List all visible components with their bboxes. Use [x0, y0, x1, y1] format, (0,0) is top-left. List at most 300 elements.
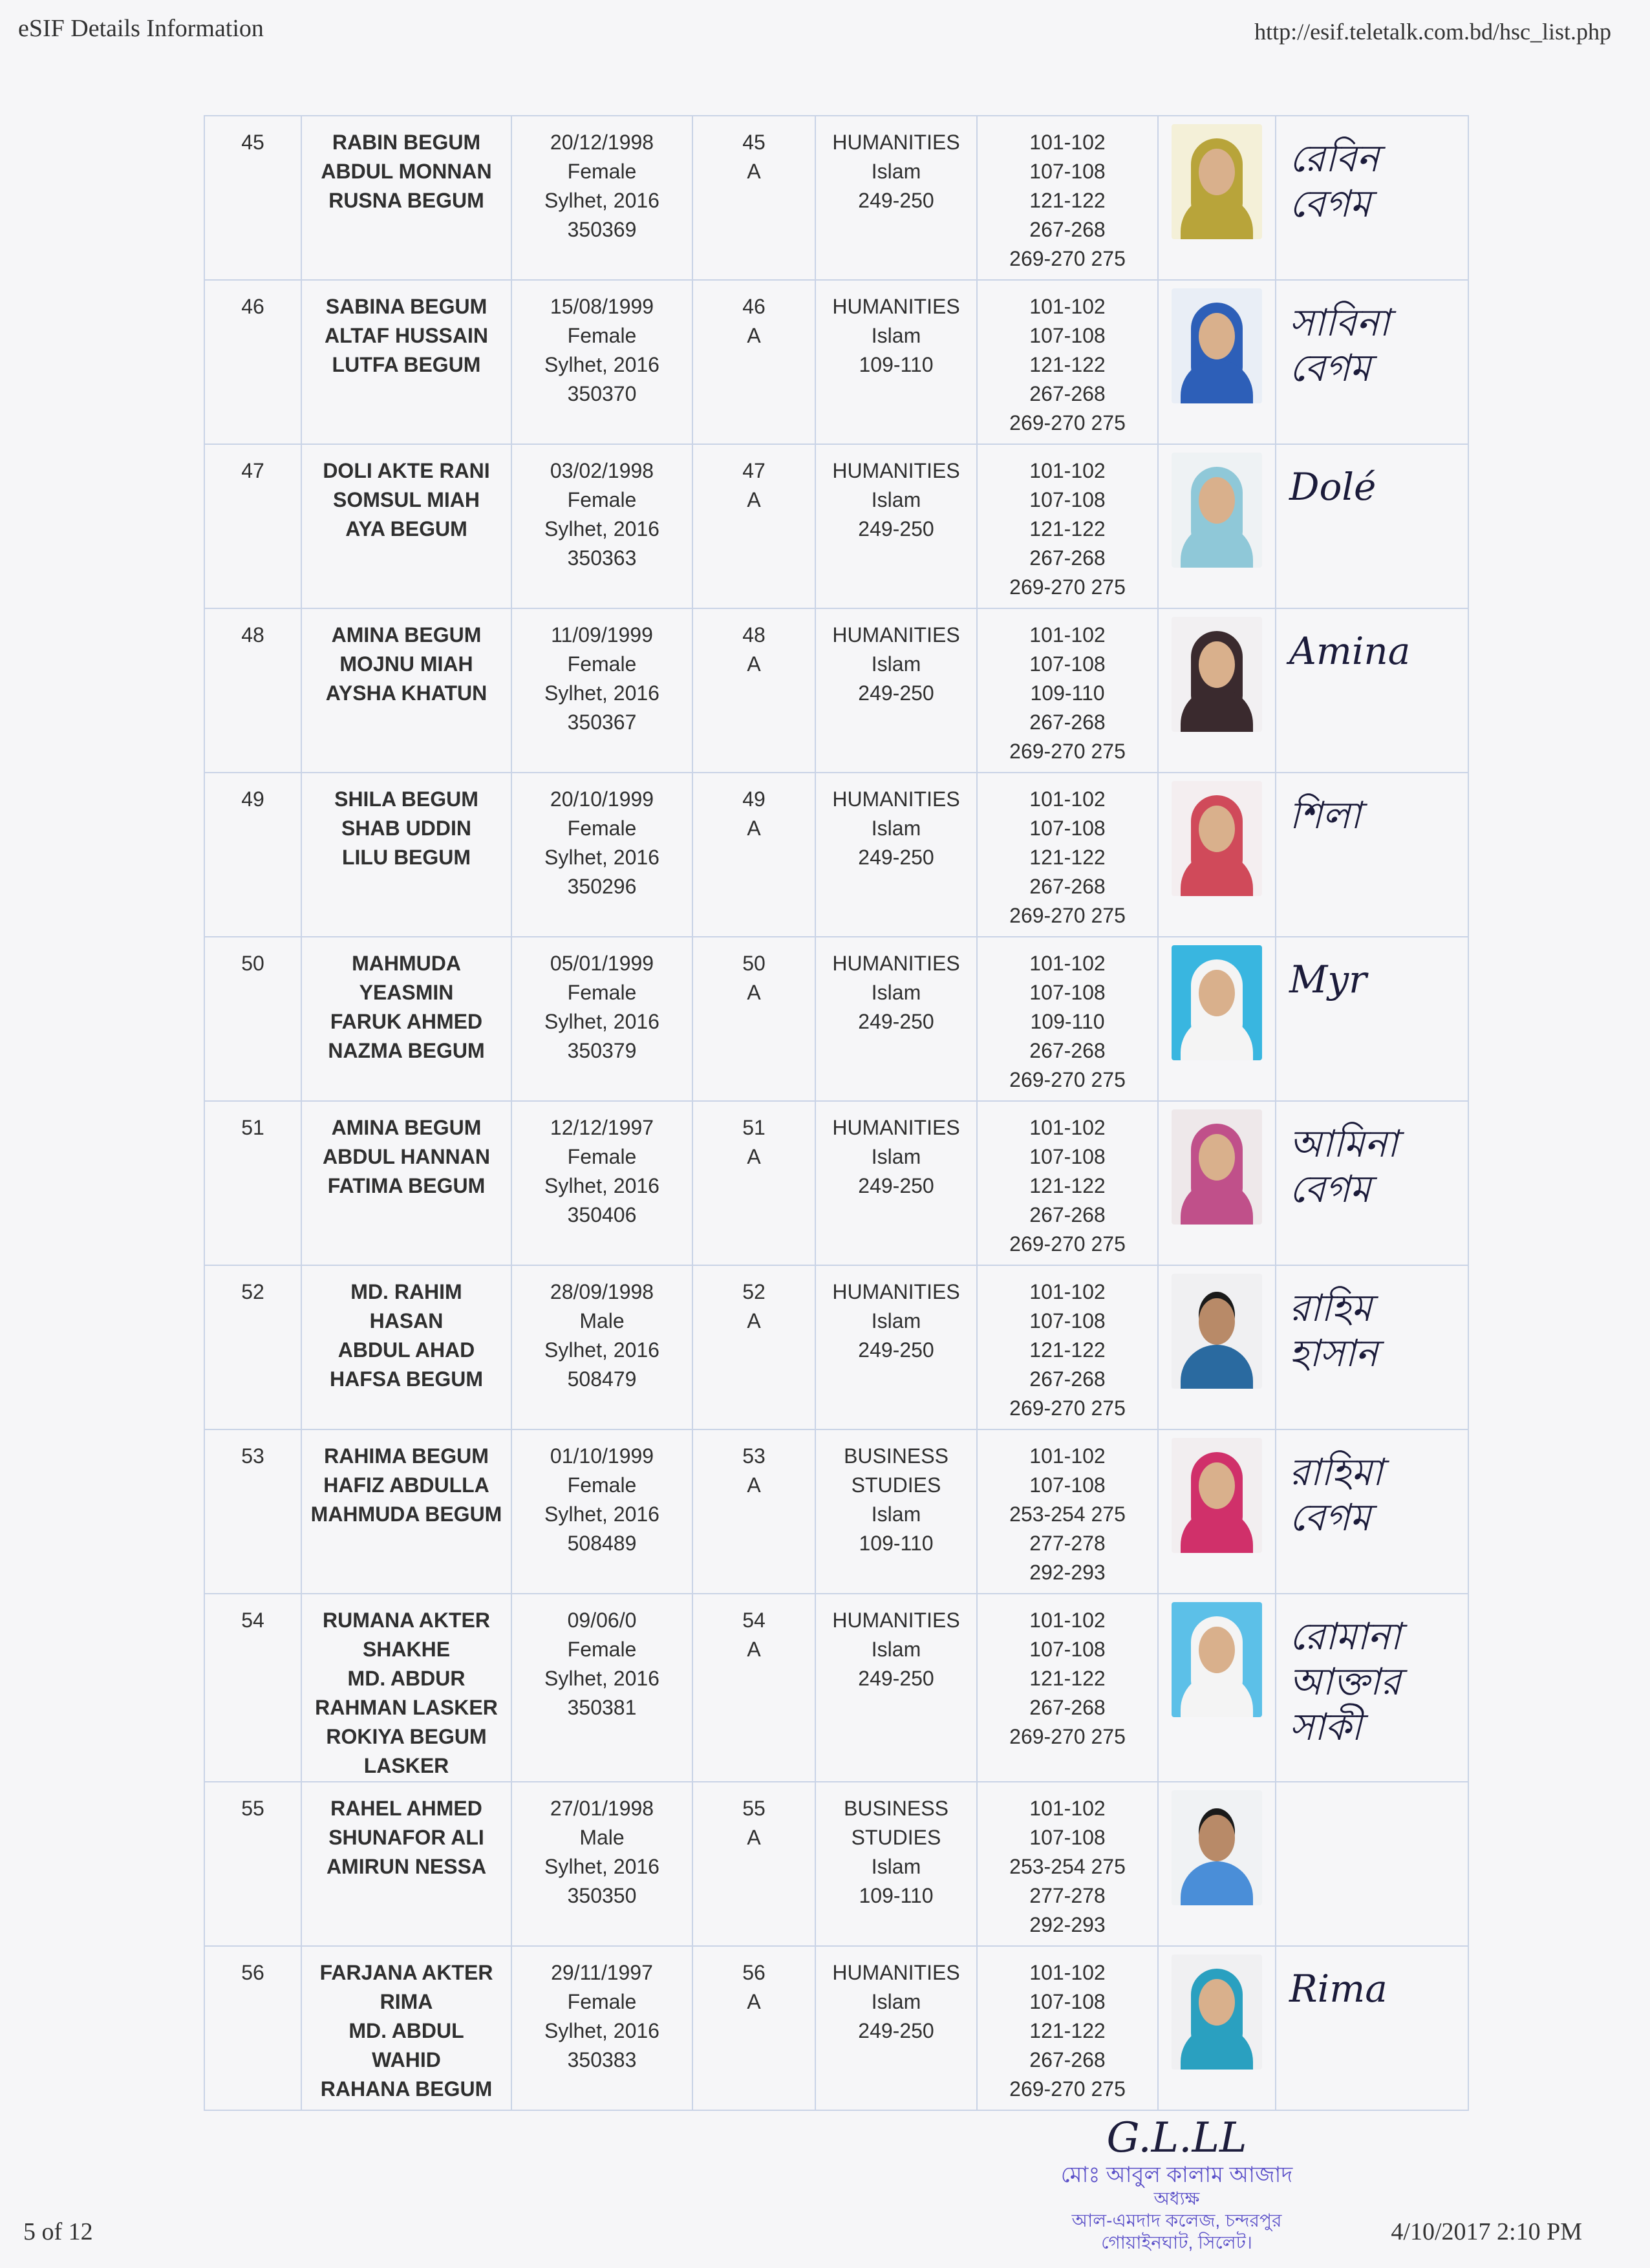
- serial-cell: [204, 444, 301, 608]
- subject-code: 269-270 275: [1009, 247, 1126, 270]
- group-line: 109-110: [859, 1532, 934, 1555]
- roll-cell: [692, 1265, 815, 1429]
- name-line: SHUNAFOR ALI: [328, 1826, 484, 1849]
- group-line: BUSINESS: [844, 1444, 948, 1468]
- subject-code: 107-108: [1029, 1990, 1106, 2013]
- subjects-cell: [977, 1429, 1158, 1594]
- table-row: [204, 773, 1468, 937]
- info-cell: [511, 608, 692, 773]
- subject-code: 121-122: [1029, 353, 1106, 376]
- roll-line: 56: [742, 1961, 766, 1984]
- group-line: 109-110: [859, 353, 934, 376]
- signature-cell: [1276, 1429, 1468, 1594]
- name-line: SHILA BEGUM: [334, 787, 478, 811]
- group-line: 249-250: [858, 517, 934, 540]
- signature-cell: [1276, 608, 1468, 773]
- roll-line: A: [747, 981, 761, 1004]
- signature-cell: [1276, 444, 1468, 608]
- name-line: MOJNU MIAH: [339, 652, 473, 676]
- group-cell: [815, 1101, 977, 1265]
- serial-number: 46: [241, 295, 264, 318]
- signature-cell: [1276, 1265, 1468, 1429]
- serial-cell: [204, 1265, 301, 1429]
- name-line: MD. ABDUL: [348, 2019, 464, 2042]
- name-line: AYA BEGUM: [345, 517, 467, 540]
- group-line: BUSINESS: [844, 1797, 948, 1820]
- student-signature: আমিনা বেগম: [1289, 1122, 1398, 1211]
- photo-face: [1199, 1627, 1235, 1673]
- table-row: [204, 1594, 1468, 1782]
- name-line: ROKIYA BEGUM: [326, 1725, 487, 1748]
- name-line: AMINA BEGUM: [331, 1116, 482, 1139]
- group-line: Islam: [871, 981, 921, 1004]
- group-line: 249-250: [858, 1010, 934, 1033]
- student-signature: Myr: [1289, 957, 1367, 1001]
- table-row: [204, 280, 1468, 444]
- subject-code: 269-270 275: [1009, 575, 1126, 599]
- names-cell: [301, 1429, 511, 1594]
- info-line: Female: [567, 1473, 637, 1497]
- subject-code: 121-122: [1029, 1667, 1106, 1690]
- info-line: 350363: [567, 546, 637, 570]
- serial-number: 55: [241, 1797, 264, 1820]
- subjects-cell: [977, 1101, 1158, 1265]
- name-line: AMIRUN NESSA: [326, 1855, 487, 1878]
- photo-cell: [1158, 608, 1276, 773]
- subject-code: 121-122: [1029, 1174, 1106, 1197]
- info-line: Sylhet, 2016: [544, 1667, 659, 1690]
- info-line: 350369: [567, 218, 637, 241]
- signature-cell: [1276, 1594, 1468, 1782]
- info-cell: [511, 1946, 692, 2110]
- names-cell: [301, 1782, 511, 1946]
- info-line: 350381: [567, 1696, 637, 1719]
- info-cell: [511, 1265, 692, 1429]
- roll-cell: [692, 773, 815, 937]
- photo-clothing: [1181, 1345, 1253, 1389]
- info-line: 12/12/1997: [550, 1116, 654, 1139]
- info-cell: [511, 1101, 692, 1265]
- serial-cell: [204, 937, 301, 1101]
- roll-cell: [692, 1946, 815, 2110]
- serial-number: 49: [241, 787, 264, 811]
- name-line: ABDUL AHAD: [338, 1338, 475, 1362]
- student-signature: রেবিন বেগম: [1289, 136, 1379, 226]
- name-line: YEASMIN: [359, 981, 454, 1004]
- names-cell: [301, 1594, 511, 1782]
- stamp-college: আল-এমদাদ কলেজ, চন্দরপুর: [1071, 2210, 1282, 2231]
- name-line: MAHMUDA: [352, 952, 461, 975]
- stamp-name: মোঃ আবুল কালাম আজাদ: [1060, 2163, 1293, 2187]
- subject-code: 101-102: [1029, 952, 1106, 975]
- student-signature: Rima: [1289, 1967, 1388, 2011]
- roll-cell: [692, 1782, 815, 1946]
- group-line: 249-250: [858, 1174, 934, 1197]
- name-line: RAHIMA BEGUM: [324, 1444, 489, 1468]
- roll-line: 55: [742, 1797, 766, 1820]
- table-row: [204, 1429, 1468, 1594]
- roll-line: A: [747, 817, 761, 840]
- info-line: 09/06/0: [567, 1609, 637, 1632]
- group-line: 249-250: [858, 2019, 934, 2042]
- student-signature: রোমানা আক্তার সাকী: [1289, 1614, 1401, 1749]
- group-cell: [815, 1782, 977, 1946]
- page-header-title: eSIF Details Information: [18, 15, 264, 42]
- subject-code: 267-268: [1029, 875, 1106, 898]
- subject-code: 269-270 275: [1009, 1396, 1126, 1420]
- group-line: HUMANITIES: [832, 1609, 960, 1632]
- serial-cell: [204, 280, 301, 444]
- photo-cell: [1158, 1429, 1276, 1594]
- serial-number: 52: [241, 1280, 264, 1303]
- group-line: STUDIES: [851, 1473, 941, 1497]
- name-line: AMINA BEGUM: [331, 623, 482, 647]
- photo-face: [1199, 1298, 1235, 1345]
- info-line: 508479: [567, 1367, 637, 1391]
- info-line: 350367: [567, 711, 637, 734]
- name-line: ABDUL HANNAN: [323, 1145, 490, 1168]
- page-number: 5 of 12: [23, 2218, 93, 2245]
- subject-code: 121-122: [1029, 517, 1106, 540]
- roll-line: A: [747, 1309, 761, 1332]
- print-timestamp: 4/10/2017 2:10 PM: [1391, 2218, 1582, 2245]
- group-line: 249-250: [858, 1667, 934, 1690]
- name-line: HAFSA BEGUM: [329, 1367, 484, 1391]
- serial-number: 53: [241, 1444, 264, 1468]
- records-table: [204, 115, 1469, 2111]
- info-line: Female: [567, 652, 637, 676]
- names-cell: [301, 937, 511, 1101]
- name-line: MD. RAHIM: [350, 1280, 462, 1303]
- info-cell: [511, 280, 692, 444]
- subject-code: 267-268: [1029, 1203, 1106, 1226]
- name-line: RAHANA BEGUM: [320, 2077, 493, 2101]
- student-photo: [1172, 453, 1262, 568]
- subject-code: 121-122: [1029, 846, 1106, 869]
- group-line: Islam: [871, 1309, 921, 1332]
- name-line: FARJANA AKTER: [319, 1961, 493, 1984]
- name-line: SABINA BEGUM: [325, 295, 488, 318]
- table-row: [204, 937, 1468, 1101]
- group-line: STUDIES: [851, 1826, 941, 1849]
- name-line: FATIMA BEGUM: [327, 1174, 486, 1197]
- group-line: Islam: [871, 1638, 921, 1661]
- student-photo: [1172, 1954, 1262, 2070]
- group-line: HUMANITIES: [832, 623, 960, 647]
- subjects-cell: [977, 773, 1158, 937]
- student-photo: [1172, 1274, 1262, 1389]
- subject-code: 121-122: [1029, 189, 1106, 212]
- name-line: MD. ABDUR: [347, 1667, 466, 1690]
- name-line: RIMA: [380, 1990, 433, 2013]
- photo-cell: [1158, 1101, 1276, 1265]
- name-line: AYSHA KHATUN: [325, 681, 488, 705]
- subject-code: 101-102: [1029, 295, 1106, 318]
- serial-cell: [204, 608, 301, 773]
- table-row: [204, 444, 1468, 608]
- subject-code: 101-102: [1029, 1797, 1106, 1820]
- serial-cell: [204, 1946, 301, 2110]
- subject-code: 269-270 275: [1009, 904, 1126, 927]
- photo-face: [1199, 477, 1235, 524]
- roll-line: A: [747, 1826, 761, 1849]
- group-line: Islam: [871, 324, 921, 347]
- group-cell: [815, 444, 977, 608]
- roll-line: 54: [742, 1609, 766, 1632]
- info-cell: [511, 937, 692, 1101]
- info-cell: [511, 1594, 692, 1782]
- subject-code: 101-102: [1029, 623, 1106, 647]
- info-cell: [511, 1429, 692, 1594]
- student-signature: Dolé: [1289, 465, 1377, 509]
- info-line: Female: [567, 1990, 637, 2013]
- info-cell: [511, 1782, 692, 1946]
- subject-code: 107-108: [1029, 488, 1106, 511]
- name-line: RABIN BEGUM: [332, 131, 481, 154]
- group-line: Islam: [871, 817, 921, 840]
- roll-line: 45: [742, 131, 766, 154]
- subject-code: 121-122: [1029, 1338, 1106, 1362]
- photo-face: [1199, 1979, 1235, 2026]
- name-line: RUSNA BEGUM: [328, 189, 484, 212]
- subject-code: 107-108: [1029, 160, 1106, 183]
- roll-cell: [692, 1594, 815, 1782]
- subject-code: 101-102: [1029, 787, 1106, 811]
- subject-code: 269-270 275: [1009, 1068, 1126, 1091]
- name-line: SHAKHE: [362, 1638, 451, 1661]
- subject-code: 269-270 275: [1009, 411, 1126, 434]
- info-line: Female: [567, 981, 637, 1004]
- photo-cell: [1158, 444, 1276, 608]
- name-line: ALTAF HUSSAIN: [324, 324, 488, 347]
- info-cell: [511, 773, 692, 937]
- records-body: [204, 116, 1468, 2110]
- stamp-address: গোয়াইনঘাট, সিলেট।: [1101, 2232, 1252, 2252]
- photo-cell: [1158, 1594, 1276, 1782]
- roll-line: 46: [742, 295, 766, 318]
- info-line: Male: [579, 1309, 625, 1332]
- subject-code: 107-108: [1029, 1638, 1106, 1661]
- subject-code: 101-102: [1029, 459, 1106, 482]
- info-line: 350383: [567, 2048, 637, 2071]
- subject-code: 101-102: [1029, 1444, 1106, 1468]
- info-line: 27/01/1998: [550, 1797, 654, 1820]
- student-photo: [1172, 1602, 1262, 1717]
- group-line: Islam: [871, 1990, 921, 2013]
- student-photo: [1172, 1109, 1262, 1225]
- subject-code: 292-293: [1029, 1561, 1106, 1584]
- info-line: Sylhet, 2016: [544, 1010, 659, 1033]
- group-cell: [815, 1265, 977, 1429]
- signature-cell: [1276, 773, 1468, 937]
- names-cell: [301, 1946, 511, 2110]
- info-line: 03/02/1998: [550, 459, 654, 482]
- group-line: 109-110: [859, 1884, 934, 1907]
- photo-face: [1199, 641, 1235, 688]
- group-cell: [815, 1594, 977, 1782]
- roll-cell: [692, 444, 815, 608]
- roll-cell: [692, 280, 815, 444]
- subject-code: 101-102: [1029, 131, 1106, 154]
- group-line: HUMANITIES: [832, 295, 960, 318]
- subject-code: 269-270 275: [1009, 1725, 1126, 1748]
- name-line: LUTFA BEGUM: [332, 353, 481, 376]
- info-line: Female: [567, 817, 637, 840]
- roll-line: A: [747, 324, 761, 347]
- group-line: HUMANITIES: [832, 1961, 960, 1984]
- serial-cell: [204, 773, 301, 937]
- subject-code: 101-102: [1029, 1116, 1106, 1139]
- photo-cell: [1158, 280, 1276, 444]
- group-cell: [815, 116, 977, 280]
- photo-face: [1199, 970, 1235, 1016]
- name-line: FARUK AHMED: [330, 1010, 483, 1033]
- subject-code: 109-110: [1030, 1010, 1105, 1033]
- info-line: 05/01/1999: [550, 952, 654, 975]
- roll-cell: [692, 116, 815, 280]
- info-line: 01/10/1999: [550, 1444, 654, 1468]
- subject-code: 292-293: [1029, 1913, 1106, 1936]
- table-row: [204, 116, 1468, 280]
- group-cell: [815, 608, 977, 773]
- subject-code: 107-108: [1029, 1473, 1106, 1497]
- subject-code: 267-268: [1029, 382, 1106, 405]
- table-row: [204, 1946, 1468, 2110]
- name-line: HASAN: [369, 1309, 444, 1332]
- group-line: Islam: [871, 1145, 921, 1168]
- info-line: 20/12/1998: [550, 131, 654, 154]
- principal-signature: G.L.LL: [1106, 2114, 1247, 2162]
- info-line: 29/11/1997: [551, 1961, 653, 1984]
- subject-code: 107-108: [1029, 1826, 1106, 1849]
- subject-code: 109-110: [1030, 681, 1105, 705]
- serial-number: 56: [241, 1961, 264, 1984]
- subjects-cell: [977, 1265, 1158, 1429]
- signature-cell: [1276, 937, 1468, 1101]
- group-line: 249-250: [858, 189, 934, 212]
- signature-cell: [1276, 116, 1468, 280]
- serial-cell: [204, 1594, 301, 1782]
- signature-cell: [1276, 1101, 1468, 1265]
- photo-face: [1199, 1815, 1235, 1861]
- info-line: Female: [567, 1638, 637, 1661]
- table-row: [204, 1265, 1468, 1429]
- signature-cell: [1276, 1946, 1468, 2110]
- group-cell: [815, 937, 977, 1101]
- serial-number: 54: [241, 1609, 264, 1632]
- serial-number: 45: [241, 131, 264, 154]
- info-line: Female: [567, 324, 637, 347]
- student-signature: সাবিনা বেগম: [1289, 301, 1390, 390]
- subjects-cell: [977, 116, 1158, 280]
- serial-cell: [204, 1782, 301, 1946]
- table-row: [204, 608, 1468, 773]
- photo-cell: [1158, 116, 1276, 280]
- student-photo: [1172, 124, 1262, 239]
- serial-number: 51: [241, 1116, 264, 1139]
- photo-face: [1199, 313, 1235, 359]
- names-cell: [301, 116, 511, 280]
- info-line: 350296: [567, 875, 637, 898]
- photo-face: [1199, 1134, 1235, 1181]
- info-line: Female: [567, 160, 637, 183]
- info-line: Female: [567, 488, 637, 511]
- subject-code: 121-122: [1029, 2019, 1106, 2042]
- info-line: Sylhet, 2016: [544, 681, 659, 705]
- info-line: 508489: [567, 1532, 637, 1555]
- stamp-title: অধ্যক্ষ: [1153, 2188, 1200, 2209]
- info-line: Sylhet, 2016: [544, 846, 659, 869]
- group-cell: [815, 773, 977, 937]
- table-row: [204, 1782, 1468, 1946]
- info-line: Sylhet, 2016: [544, 2019, 659, 2042]
- name-line: ABDUL MONNAN: [321, 160, 492, 183]
- name-line: HAFIZ ABDULLA: [323, 1473, 489, 1497]
- info-line: Sylhet, 2016: [544, 1503, 659, 1526]
- subjects-cell: [977, 937, 1158, 1101]
- photo-face: [1199, 1462, 1235, 1509]
- group-line: HUMANITIES: [832, 952, 960, 975]
- info-line: Sylhet, 2016: [544, 189, 659, 212]
- roll-line: 47: [742, 459, 766, 482]
- group-line: 249-250: [858, 846, 934, 869]
- name-line: RAHEL AHMED: [330, 1797, 482, 1820]
- names-cell: [301, 1265, 511, 1429]
- info-line: Sylhet, 2016: [544, 517, 659, 540]
- subject-code: 107-108: [1029, 1145, 1106, 1168]
- subjects-cell: [977, 608, 1158, 773]
- info-line: 20/10/1999: [550, 787, 654, 811]
- serial-cell: [204, 1101, 301, 1265]
- group-line: 249-250: [858, 1338, 934, 1362]
- subject-code: 107-108: [1029, 817, 1106, 840]
- group-cell: [815, 280, 977, 444]
- names-cell: [301, 280, 511, 444]
- name-line: SHAB UDDIN: [341, 817, 471, 840]
- student-photo: [1172, 1438, 1262, 1553]
- subjects-cell: [977, 280, 1158, 444]
- serial-number: 47: [241, 459, 264, 482]
- roll-cell: [692, 1429, 815, 1594]
- info-line: Male: [579, 1826, 625, 1849]
- serial-cell: [204, 1429, 301, 1594]
- serial-number: 48: [241, 623, 264, 647]
- group-line: Islam: [871, 160, 921, 183]
- names-cell: [301, 773, 511, 937]
- roll-line: 52: [742, 1280, 766, 1303]
- group-cell: [815, 1429, 977, 1594]
- info-cell: [511, 444, 692, 608]
- roll-line: A: [747, 160, 761, 183]
- info-line: 11/09/1999: [551, 623, 653, 647]
- roll-cell: [692, 1101, 815, 1265]
- group-cell: [815, 1946, 977, 2110]
- subject-code: 107-108: [1029, 652, 1106, 676]
- student-photo: [1172, 781, 1262, 896]
- names-cell: [301, 608, 511, 773]
- photo-face: [1199, 149, 1235, 195]
- subject-code: 101-102: [1029, 1609, 1106, 1632]
- subjects-cell: [977, 1782, 1158, 1946]
- name-line: LILU BEGUM: [341, 846, 471, 869]
- info-line: 350379: [567, 1039, 637, 1062]
- subjects-cell: [977, 444, 1158, 608]
- info-line: Sylhet, 2016: [544, 1338, 659, 1362]
- subject-code: 107-108: [1029, 324, 1106, 347]
- name-line: LASKER: [363, 1754, 449, 1777]
- serial-cell: [204, 116, 301, 280]
- roll-line: A: [747, 488, 761, 511]
